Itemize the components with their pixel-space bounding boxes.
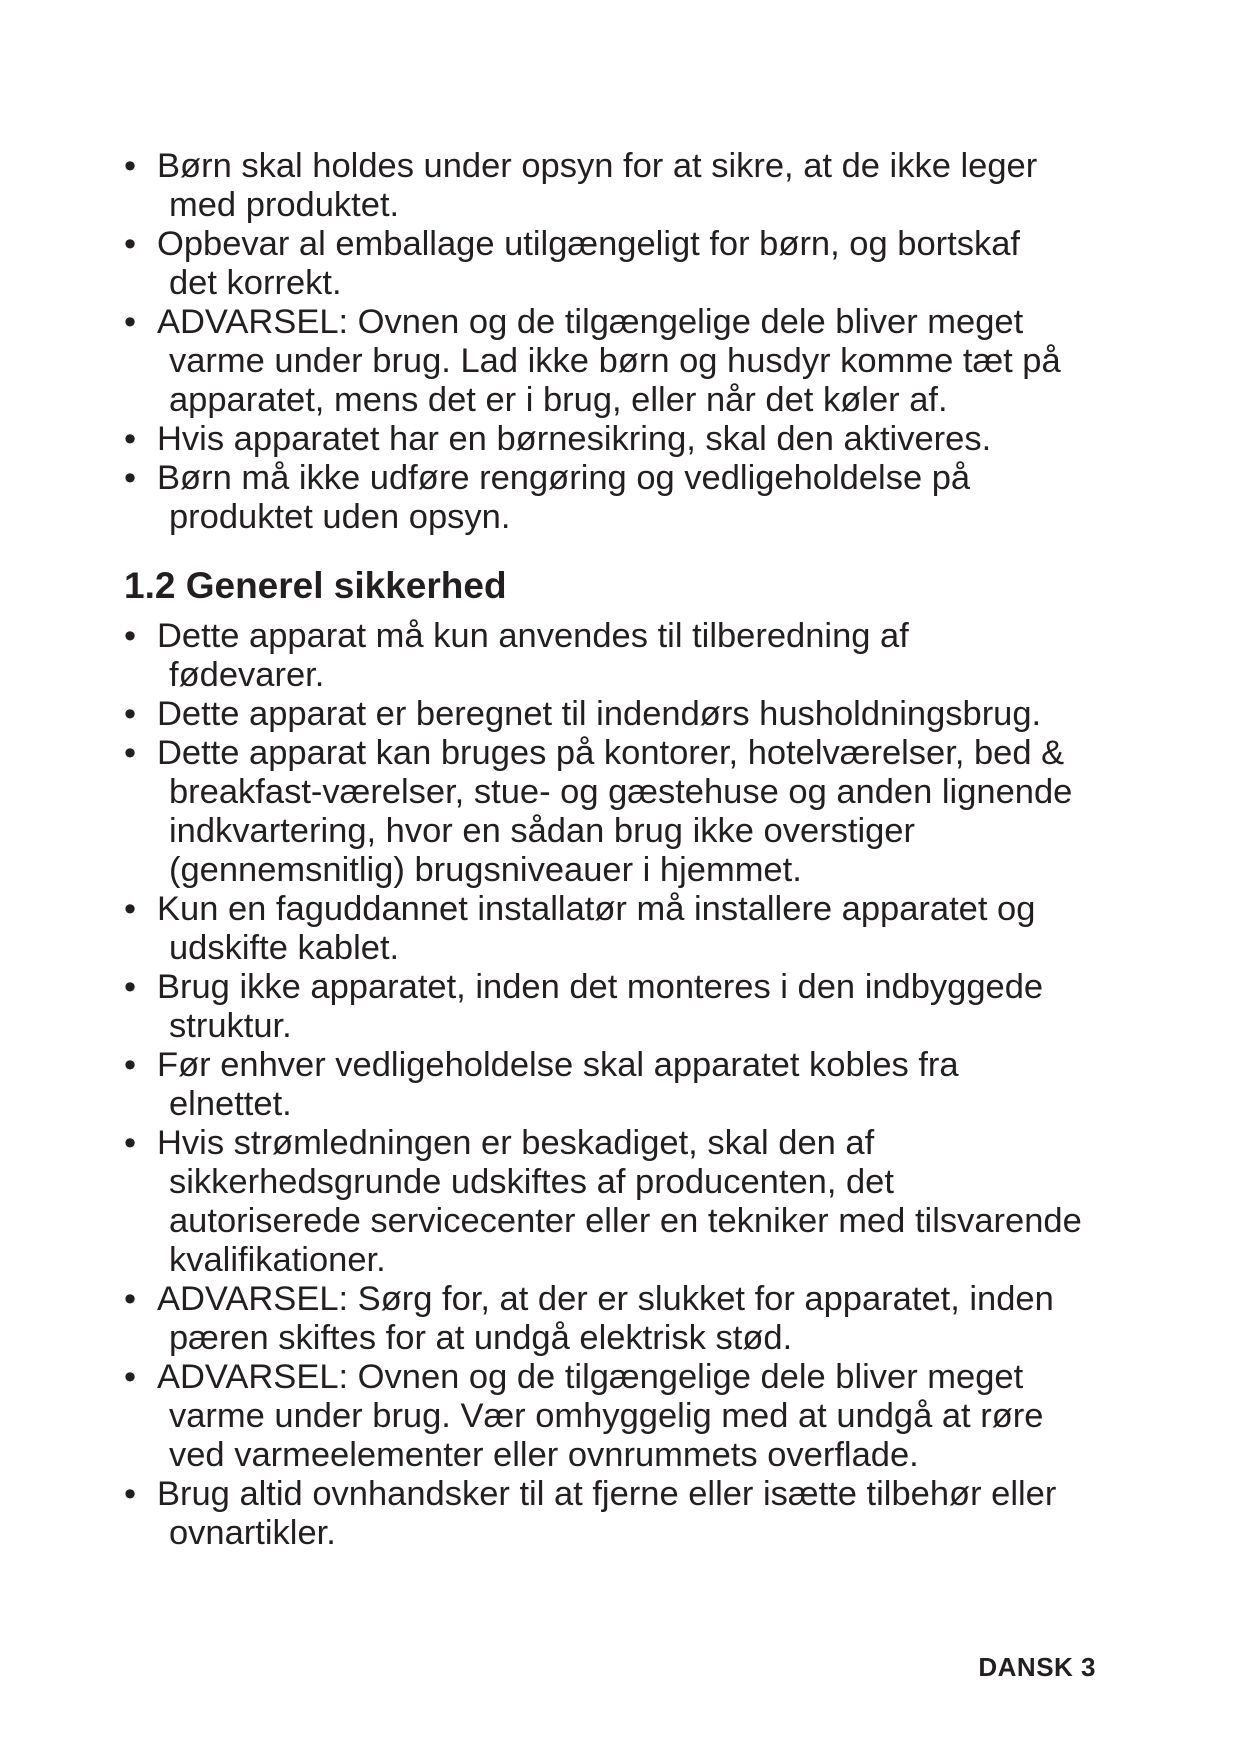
- list-item: • Før enhver vedligeholdelse skal apparatet kobles fra elnettet.: [124, 1046, 1124, 1124]
- list-item: • Brug ikke apparatet, inden det monteres i den indbyggede struktur.: [124, 968, 1124, 1046]
- list-item: • Hvis strømledningen er beskadiget, skal den af sikkerhedsgrunde udskiftes af producenten, det autoriserede servicecenter eller en tekniker med tilsvarende kvalifikationer.: [124, 1124, 1124, 1280]
- general-safety-list: [124, 617, 1124, 1553]
- list-item: • Brug altid ovnhandsker til at fjerne eller isætte tilbehør eller ovnartikler.: [124, 1475, 1124, 1553]
- list-item: • Dette apparat må kun anvendes til tilberedning af fødevarer.: [124, 617, 1124, 695]
- list-item: • Hvis apparatet har en børnesikring, skal den aktiveres.: [124, 420, 1124, 459]
- list-item: • ADVARSEL: Sørg for, at der er slukket for apparatet, inden pæren skiftes for at undgå elektrisk stød.: [124, 1280, 1124, 1358]
- section-heading: 1.2 Generel sikkerhed: [124, 565, 507, 606]
- list-item: • Dette apparat er beregnet til indendørs husholdningsbrug.: [124, 695, 1124, 734]
- list-item: • Kun en faguddannet installatør må installere apparatet og udskifte kablet.: [124, 890, 1124, 968]
- child-safety-list: [124, 147, 1124, 537]
- list-item: • Børn skal holdes under opsyn for at sikre, at de ikke leger med produktet.: [124, 147, 1124, 225]
- page-content: [124, 147, 1124, 1553]
- list-item: • Opbevar al emballage utilgængeligt for børn, og bortskaf det korrekt.: [124, 225, 1124, 303]
- list-item: • Børn må ikke udføre rengøring og vedligeholdelse på produktet uden opsyn.: [124, 459, 1124, 537]
- page-number: DANSK 3: [978, 1652, 1096, 1682]
- list-item: • Dette apparat kan bruges på kontorer, hotelværelser, bed & breakfast-værelser, stue- og gæstehuse og anden lignende indkvartering, hvor en sådan brug ikke overstiger (gennemsnitlig) brugsniveauer i hjemmet.: [124, 734, 1124, 890]
- list-item: • ADVARSEL: Ovnen og de tilgængelige dele bliver meget varme under brug. Lad ikke børn og husdyr komme tæt på apparatet, mens det er i brug, eller når det køler af.: [124, 303, 1124, 420]
- list-item: • ADVARSEL: Ovnen og de tilgængelige dele bliver meget varme under brug. Vær omhyggelig med at undgå at røre ved varmeelementer eller ovnrummets overflade.: [124, 1358, 1124, 1475]
